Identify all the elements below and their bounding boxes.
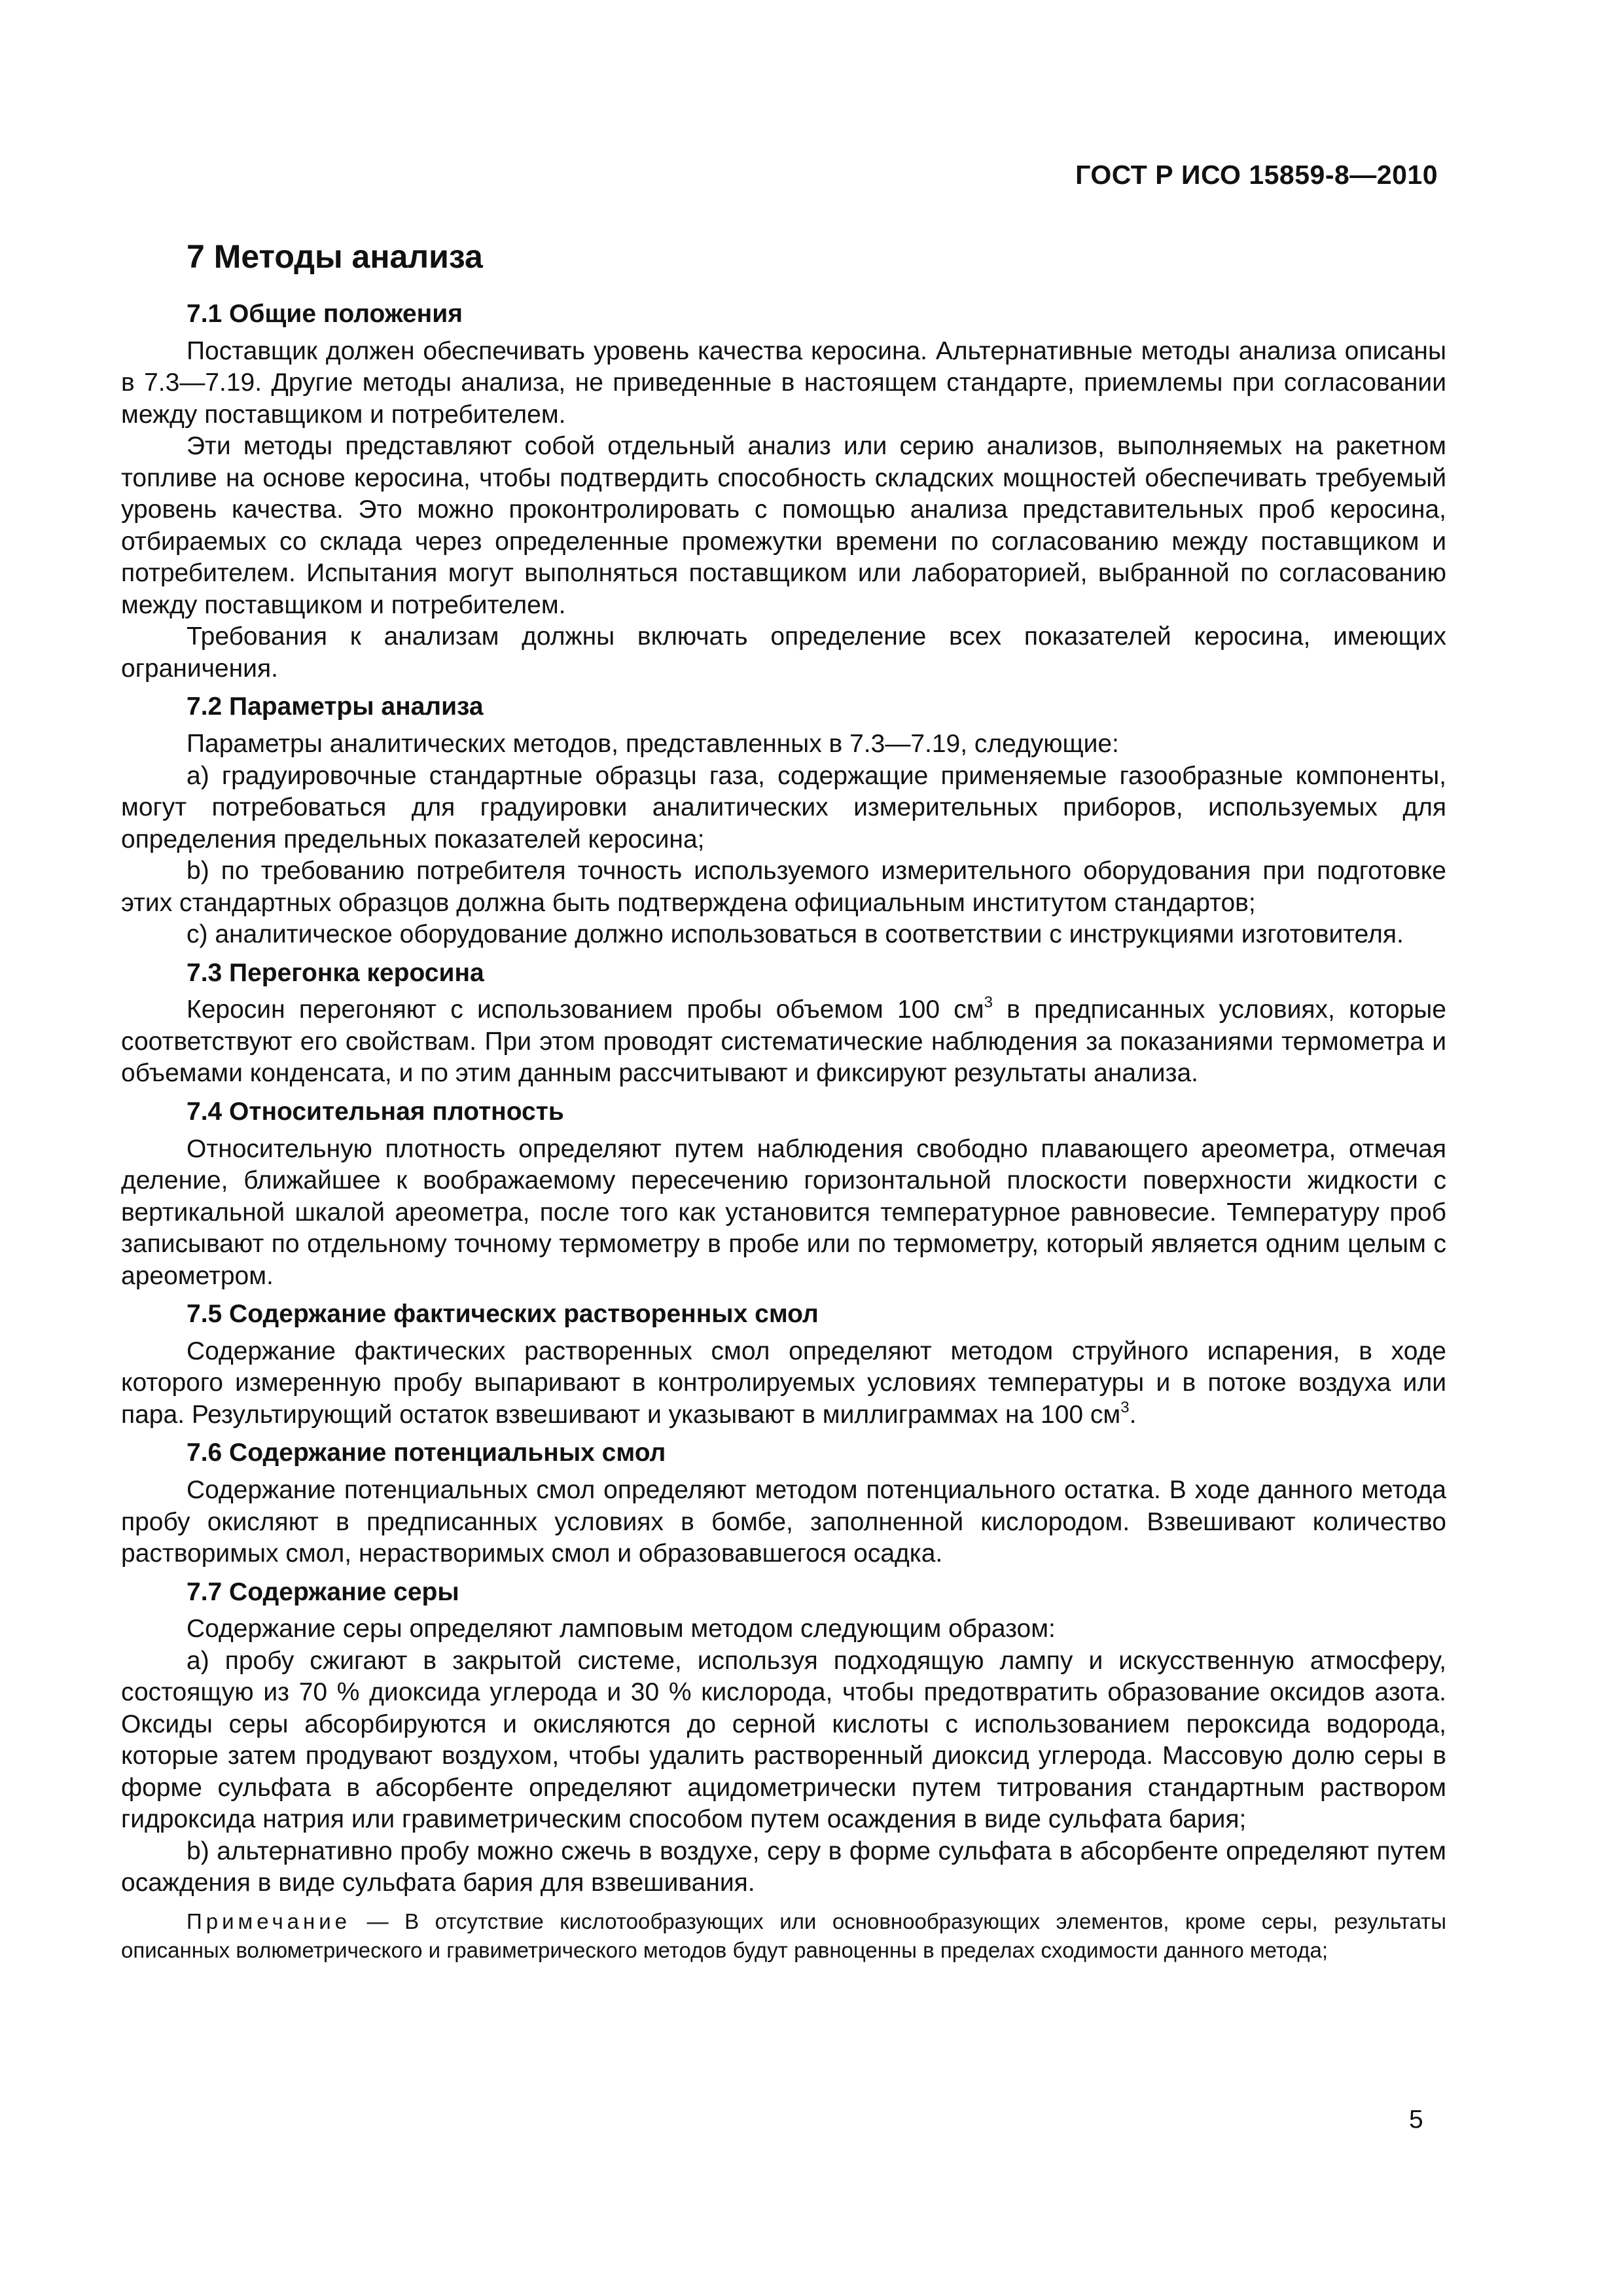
section-title: 7 Методы анализа <box>187 238 483 275</box>
paragraph: Требования к анализам должны включать определение всех показателей керосина, имеющих ограничения. <box>121 622 1446 683</box>
paragraph: Эти методы представляют собой отдельный анализ или серию анализов, выполняемых на ракетном топливе на основе керосина, чтобы подтвердить способность складских мощностей обеспечивать требуемый уровень качества. Это можно проконтролировать с помощью анализа представительных проб керосина, отбираемых со склада через определенные промежутки времени по согласованию между поставщиком и потребителем. Испытания могут выполняться поставщиком или лабораторией, выбранной по согласованию между поставщиком и потребителем. <box>121 432 1446 619</box>
paragraph <box>121 994 1446 1090</box>
paragraph: Содержание потенциальных смол определяют методом потенциального остатка. В ходе данного метода пробу окисляют в предписанных условиях в бомбе, заполненной кислородом. Взвешивают количество растворимых смол, нерастворимых смол и образовавшегося осадка. <box>121 1476 1446 1568</box>
list-item-b: b) по требованию потребителя точность используемого измерительного оборудования при подготовке этих стандартных образцов должна быть подтверждена официальным институтом стандартов; <box>121 857 1446 917</box>
paragraph: Относительную плотность определяют путем наблюдения свободно плавающего ареометра, отмечая деление, ближайшее к воображаемому пересечению горизонтальной плоскости поверхности жидкости с вертикальной шкалой ареометра, после того как установится температурное равновесие. Температуру проб записывают по отдельному точному термометру в пробе или по термометру, который является одним целым с ареометром. <box>121 1134 1446 1290</box>
paragraph: Содержание серы определяют ламповым методом следующим образом: <box>187 1615 1056 1643</box>
note <box>121 1907 1446 1965</box>
text-fragment: Содержание фактических растворенных смол определяют методом струйного испарения, в ходе которого измеренную пробу выпаривают в контролируемых условиях температуры и в потоке воздуха или пара. Результирующий остаток взвешивают и указывают в миллиграммах на 100 см <box>121 1336 1446 1429</box>
subsection-7-3-title: 7.3 Перегонка керосина <box>187 958 484 987</box>
standard-code-header: ГОСТ Р ИСО 15859-8—2010 <box>1075 160 1438 190</box>
note-label: Примечание <box>187 1909 351 1933</box>
subsection-7-7-title: 7.7 Содержание серы <box>187 1577 459 1606</box>
subsection-7-4-title: 7.4 Относительная плотность <box>187 1097 564 1126</box>
paragraph: Параметры аналитических методов, представленных в 7.3—7.19, следующие: <box>187 730 1119 758</box>
page-content <box>121 237 1446 1965</box>
text-fragment: в предписанных условиях, которые соответствуют его свойствам. При этом проводят систематические наблюдения за показаниями термометра и объемами конденсата, и по этим данным рассчитывают и фиксируют результаты анализа. <box>121 996 1446 1088</box>
list-item-a: a) градуировочные стандартные образцы газа, содержащие применяемые газообразные компоненты, могут потребоваться для градуировки аналитических измерительных приборов, используемых для определения предельных показателей керосина; <box>121 761 1446 853</box>
list-item-c: c) аналитическое оборудование должно использоваться в соответствии с инструкциями изготовителя. <box>187 920 1404 948</box>
note-text: — В отсутствие кислотообразующих или основнообразующих элементов, кроме серы, результаты описанных волюметрического и гравиметрического методов будут равноценны в пределах сходимости данного метода; <box>121 1909 1446 1962</box>
paragraph <box>121 1336 1446 1431</box>
text-fragment: . <box>1129 1400 1137 1429</box>
subsection-7-6-title: 7.6 Содержание потенциальных смол <box>187 1439 666 1467</box>
text-fragment: Керосин перегоняют с использованием пробы объемом 100 см <box>187 996 984 1024</box>
list-item-b: b) альтернативно пробу можно сжечь в воздухе, серу в форме сульфата в абсорбенте определяют путем осаждения в виде сульфата бария для взвешивания. <box>121 1837 1446 1897</box>
subsection-7-2-title: 7.2 Параметры анализа <box>187 692 484 721</box>
subsection-7-1-title: 7.1 Общие положения <box>187 300 463 328</box>
subsection-7-5-title: 7.5 Содержание фактических растворенных смол <box>187 1300 819 1328</box>
list-item-a: a) пробу сжигают в закрытой системе, используя подходящую лампу и искусственную атмосферу, состоящую из 70 % диоксида углерода и 30 % кислорода, чтобы предотвратить образование оксидов азота. Оксиды серы абсорбируются и окисляются до серной кислоты с использованием пероксида водорода, которые затем продувают воздухом, чтобы удалить растворенный диоксид углерода. Массовую долю серы в форме сульфата в абсорбенте определяют ацидометрически путем титрования стандартным раствором гидроксида натрия или гравиметрическим способом путем осаждения в виде сульфата бария; <box>121 1646 1446 1834</box>
superscript: 3 <box>1120 1398 1130 1416</box>
paragraph: Поставщик должен обеспечивать уровень качества керосина. Альтернативные методы анализа описаны в 7.3—7.19. Другие методы анализа, не приведенные в настоящем стандарте, приемлемы при согласовании между поставщиком и потребителем. <box>121 336 1446 429</box>
page-number: 5 <box>1409 2106 1423 2134</box>
superscript: 3 <box>984 994 993 1012</box>
